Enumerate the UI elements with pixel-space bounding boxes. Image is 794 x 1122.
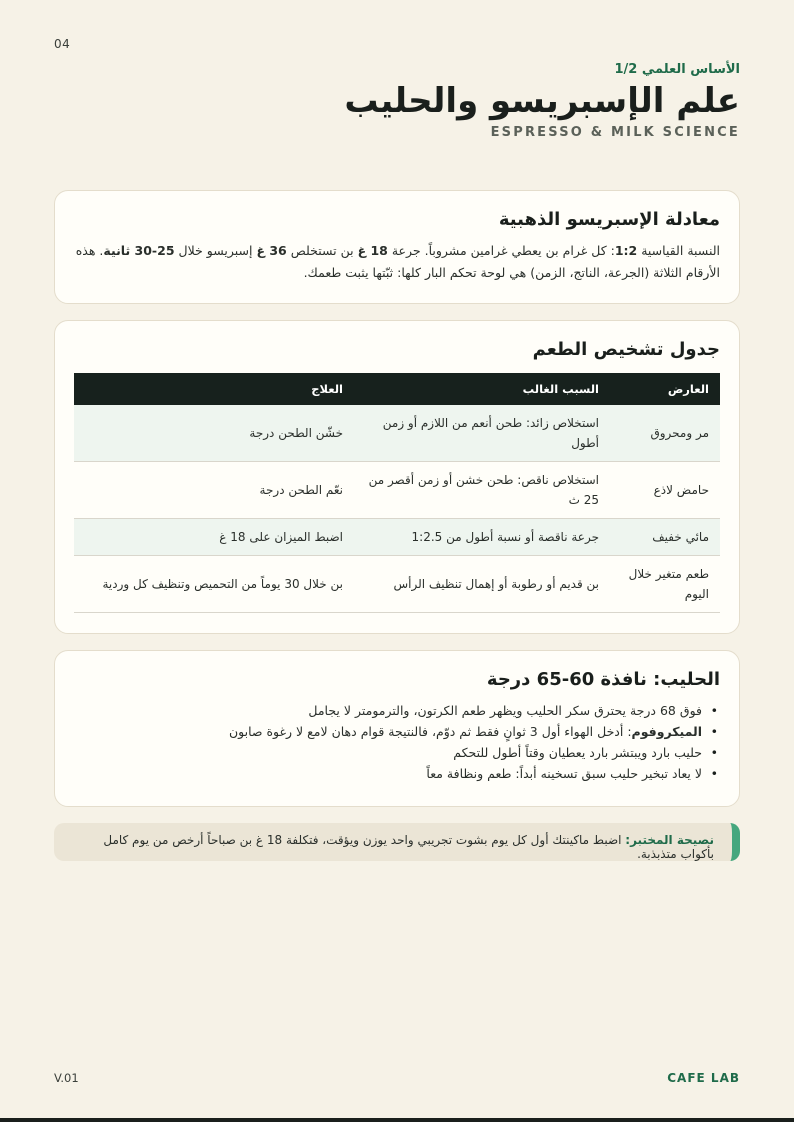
symptom-cell: مر ومحروق (610, 405, 720, 462)
taste-diagnosis-card (54, 320, 740, 634)
table-row (74, 556, 720, 613)
page-title: علم الإسبريسو والحليب (344, 81, 740, 121)
remedy-cell: بن خلال 30 يوماً من التحميص وتنظيف كل وردية (74, 556, 354, 613)
column-header-remedy: العلاج (311, 382, 343, 396)
page-header (344, 60, 740, 140)
taste-diagnosis-title: جدول تشخيص الطعم (532, 339, 720, 360)
page-subtitle: ESPRESSO & MILK SCIENCE (490, 125, 740, 140)
cause-cell: استخلاص ناقص: طحن خشن أو زمن أقصر من 25 ث (354, 462, 610, 519)
tip-text: اضبط ماكينتك أول كل يوم بشوت تجريبي واحد يوزن ويؤقت، فتكلفة 18 غ بن صباحاً أرخص من يوم كامل بأكواب متذبذبة. (103, 833, 714, 861)
section-kicker: الأساس العلمي 1/2 (614, 62, 740, 77)
column-header-cause: السبب الغالب (522, 382, 599, 396)
version-label: V.01 (54, 1071, 79, 1085)
list-item: • فوق 68 درجة يحترق سكر الحليب ويظهر طعم الكرتون، والترمومتر لا يجامل (74, 700, 720, 721)
brand-label: CAFE LAB (667, 1071, 740, 1085)
page-number: 04 (54, 37, 71, 51)
remedy-cell: خشّن الطحن درجة (74, 405, 354, 462)
symptom-cell: طعم متغير خلال اليوم (610, 556, 720, 613)
symptom-cell: حامض لاذع (610, 462, 720, 519)
remedy-cell: اضبط الميزان على 18 غ (74, 519, 354, 556)
milk-list (74, 700, 720, 784)
lab-tip-callout (54, 823, 740, 861)
cause-cell: استخلاص زائد: طحن أنعم من اللازم أو زمن أطول (354, 405, 610, 462)
cause-cell: جرعة ناقصة أو نسبة أطول من 1:2.5 (354, 519, 610, 556)
golden-ratio-text: النسبة القياسية 1:2: كل غرام بن يعطي غرامين مشروباً. جرعة 18 غ بن تستخلص 36 غ إسبريسو خلال 25-30 ثانية. هذه الأرقام الثلاثة (الجرعة، الناتج، الزمن) هي لوحة تحكم البار كلها: ثبّتها يثبت طعمك. (75, 243, 720, 280)
column-header-symptom: العارض (667, 382, 709, 396)
milk-title: الحليب: نافذة 60-65 درجة (486, 669, 720, 690)
table-row (74, 462, 720, 519)
table-header-row (74, 373, 720, 405)
bottom-rule (0, 1118, 794, 1122)
list-item: • لا يعاد تبخير حليب سبق تسخينه أبداً: طعم ونظافة معاً (74, 763, 720, 784)
golden-ratio-card (54, 190, 740, 304)
list-item: • الميكروفوم: أدخل الهواء أول 3 ثوانٍ فقط ثم دوّم، فالنتيجة قوام دهان لامع لا رغوة صابون (74, 721, 720, 742)
taste-diagnosis-table (74, 373, 720, 613)
golden-ratio-title: معادلة الإسبريسو الذهبية (498, 209, 720, 230)
tip-label: نصيحة المختبر: (625, 833, 714, 847)
remedy-cell: نعّم الطحن درجة (74, 462, 354, 519)
milk-card (54, 650, 740, 807)
symptom-cell: مائي خفيف (610, 519, 720, 556)
table-row (74, 405, 720, 462)
cause-cell: بن قديم أو رطوبة أو إهمال تنظيف الرأس (354, 556, 610, 613)
list-item: • حليب بارد ويبتشر بارد يعطيان وقتاً أطول للتحكم (74, 742, 720, 763)
table-row (74, 519, 720, 556)
